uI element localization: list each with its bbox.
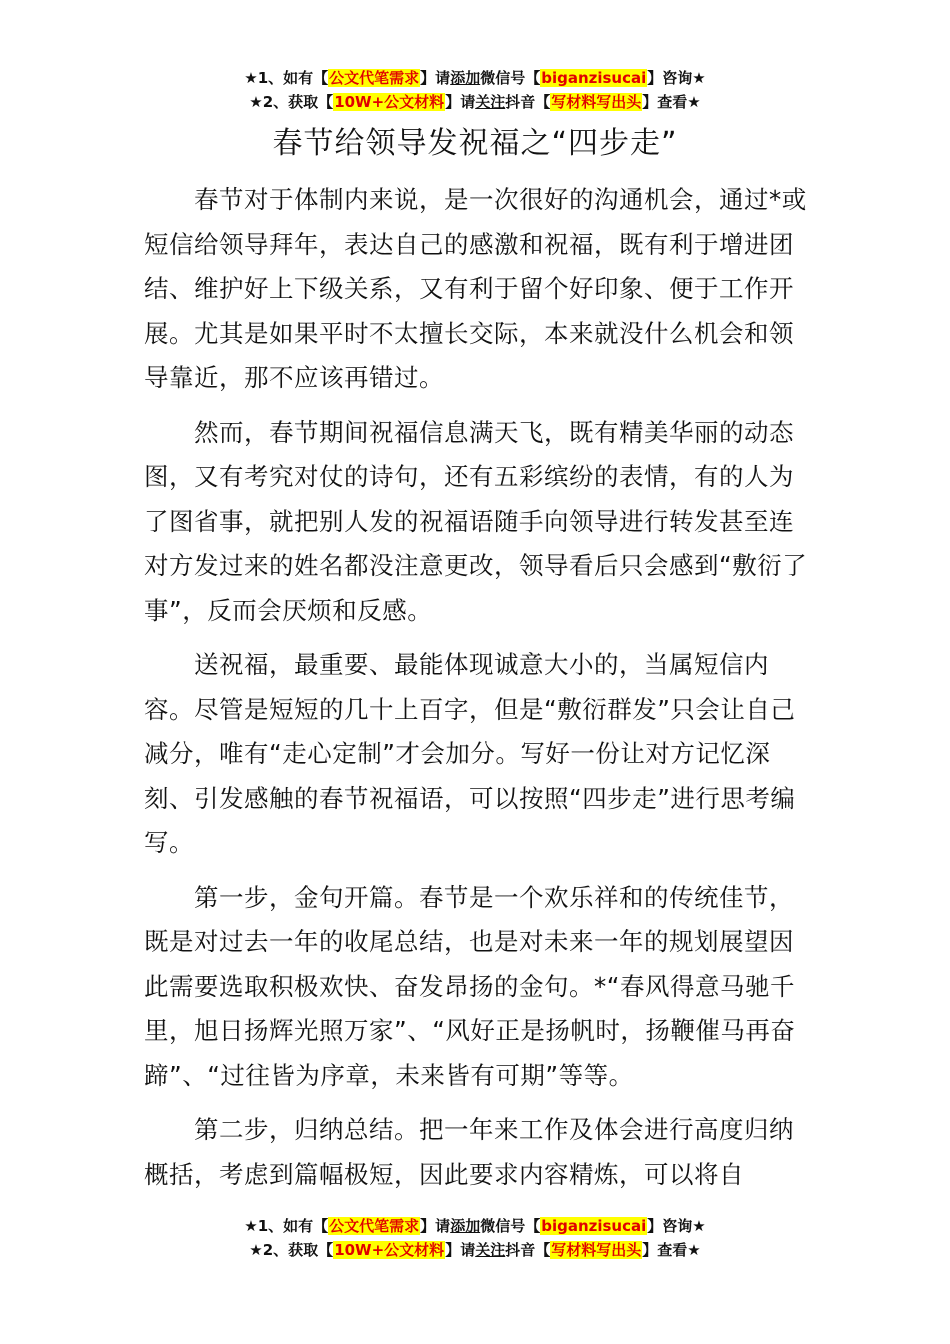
promo-text: 抖音【 (505, 93, 551, 111)
body-paragraph-4: 第一步，金句开篇。春节是一个欢乐祥和的传统佳节，既是对过去一年的收尾总结，也是对未来一年的规划展望因此需要选取积极欢快、奋发昂扬的金句。*“春风得意马驰千里，旭日扬辉光照万家”、“风好正是扬帆时，扬鞭催马再奋蹄”、“过往皆为序章，未来皆有可期”等等。 (144, 882, 796, 1090)
promo-text: ★2、获取【 (249, 1241, 334, 1259)
promo-text: 微信号【 (480, 1217, 541, 1235)
header-promo-line-2 (0, 90, 950, 114)
footer-promo-banner (0, 1214, 950, 1262)
promo-underlined-action: 添加 (450, 69, 481, 87)
promo-highlight-materials: 10W+公文材料 (334, 93, 445, 111)
promo-highlight-materials: 10W+公文材料 (334, 1241, 445, 1259)
promo-underlined-action: 关注 (475, 1241, 506, 1259)
promo-highlight-douyin-account: 写材料写出头 (551, 93, 642, 111)
body-paragraph-5: 第二步，归纳总结。把一年来工作及体会进行高度归纳概括，考虑到篇幅极短，因此要求内容精炼，可以将自 (144, 1115, 794, 1189)
promo-text: 】咨询★ (647, 69, 706, 87)
promo-text: ★1、如有【 (244, 69, 329, 87)
promo-underlined-action: 关注 (475, 93, 506, 111)
document-title: 春节给领导发祝福之“四步走” (272, 126, 678, 161)
promo-highlight-wechat-id: biganzisucai (541, 69, 647, 87)
footer-promo-line-1 (0, 1214, 950, 1238)
promo-text: 抖音【 (505, 1241, 551, 1259)
promo-text: 】请 (420, 1217, 451, 1235)
body-paragraph-1: 春节对于体制内来说，是一次很好的沟通机会，通过*或短信给领导拜年，表达自己的感激和祝福，既有利于增进团结、维护好上下级关系，又有利于留个好印象、便于工作开展。尤其是如果平时不太擅长交际，本来就没什么机会和领导靠近，那不应该再错过。 (144, 185, 807, 392)
promo-text: 】查看★ (642, 1241, 701, 1259)
promo-text: ★1、如有【 (244, 1217, 329, 1235)
promo-text: 】查看★ (642, 93, 701, 111)
promo-text: 】请 (420, 69, 451, 87)
promo-highlight-service: 公文代笔需求 (329, 69, 420, 87)
document-body (144, 178, 810, 1207)
promo-highlight-wechat-id: biganzisucai (541, 1217, 647, 1235)
body-paragraph-2: 然而，春节期间祝福信息满天飞，既有精美华丽的动态图，又有考究对仗的诗句，还有五彩缤纷的表情，有的人为了图省事，就把别人发的祝福语随手向领导进行转发甚至连对方发过来的姓名都没注意更改，领导看后只会感到“敷衍了事”，反而会厌烦和反感。 (144, 417, 808, 625)
promo-highlight-service: 公文代笔需求 (329, 1217, 420, 1235)
footer-promo-line-2 (0, 1238, 950, 1262)
body-paragraph-3: 送祝福，最重要、最能体现诚意大小的，当属短信内容。尽管是短短的几十上百字，但是“敷衍群发”只会让自己减分，唯有“走心定制”才会加分。写好一份让对方记忆深刻、引发感触的春节祝福语，可以按照“四步走”进行思考编写。 (144, 650, 796, 857)
promo-text: ★2、获取【 (249, 93, 334, 111)
promo-text: 微信号【 (480, 69, 541, 87)
promo-underlined-action: 添加 (450, 1217, 481, 1235)
promo-text: 】请 (445, 1241, 476, 1259)
header-promo-line-1 (0, 66, 950, 90)
promo-text: 】咨询★ (647, 1217, 706, 1235)
header-promo-banner (0, 66, 950, 114)
promo-text: 】请 (445, 93, 476, 111)
promo-highlight-douyin-account: 写材料写出头 (551, 1241, 642, 1259)
